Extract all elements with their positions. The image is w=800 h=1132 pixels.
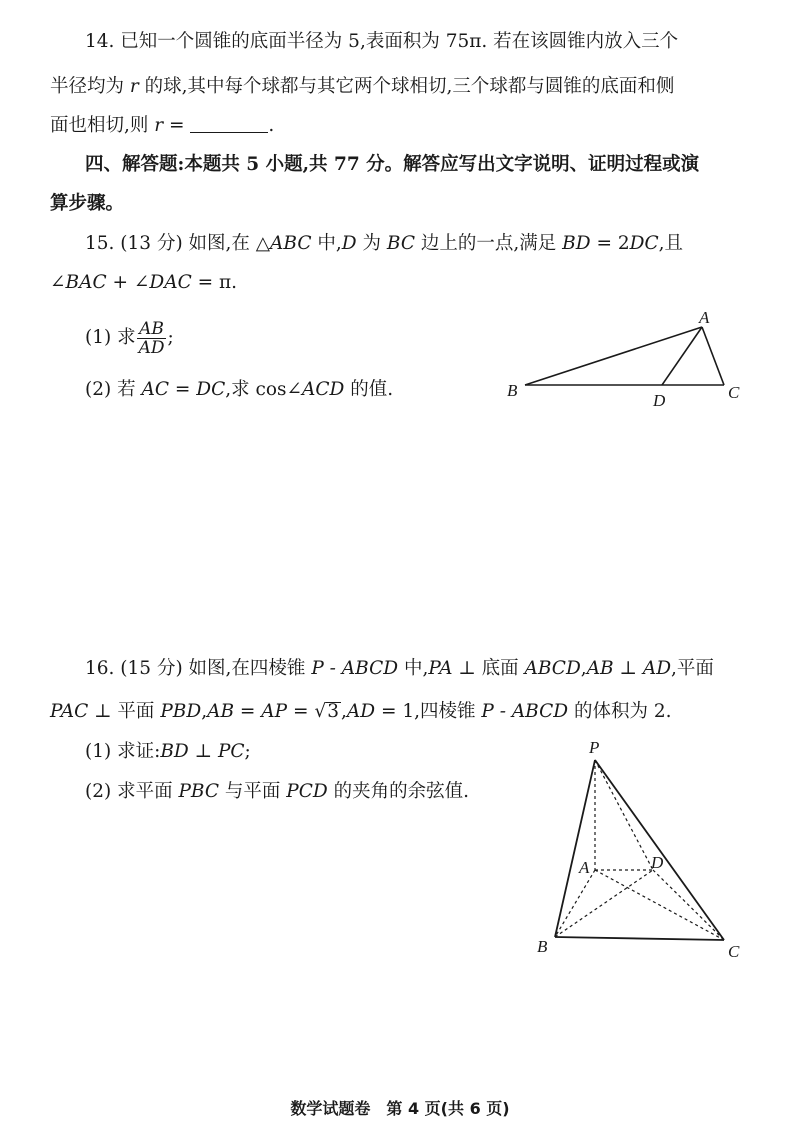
q14-line-2: 半径均为 r 的球,其中每个球都与其它两个球相切,三个球都与圆锥的底面和侧 <box>50 76 675 97</box>
q15-part-2: (2) 若 AC = DC,求 cos∠ACD 的值. <box>85 379 394 400</box>
edge-dc <box>653 870 724 940</box>
label-d: D <box>653 391 666 410</box>
label-d: D <box>651 853 664 872</box>
q15-part-1: (1) 求 $\frac{AB}{AD}$ ; <box>85 318 174 358</box>
section4-heading-line-1: 四、解答题:本题共 5 小题,共 77 分。解答应写出文字说明、证明过程或演 <box>85 154 700 175</box>
label-c: C <box>728 383 740 402</box>
edge-ab <box>555 870 595 937</box>
pyramid-pabcd-figure <box>525 735 755 965</box>
diagonal-bd <box>555 870 653 937</box>
triangle-abc-figure <box>495 305 755 415</box>
q14-line-1: 14. 已知一个圆锥的底面半径为 5,表面积为 75π. 若在该圆锥内放入三个 <box>85 31 679 52</box>
label-c: C <box>728 942 740 961</box>
q14-line-3: 面也相切,则 r = . <box>50 115 275 136</box>
answer-blank <box>190 116 268 133</box>
q16-line-1: 16. (15 分) 如图,在四棱锥 P - ABCD 中,PA ⊥ 底面 ABCD,AB ⊥ AD,平面 <box>85 658 714 679</box>
segment-ad <box>662 327 702 385</box>
label-p: P <box>589 738 600 757</box>
label-b: B <box>507 381 518 400</box>
q15-line-2: ∠BAC + ∠DAC = π. <box>50 272 238 293</box>
label-a: A <box>579 858 590 877</box>
edge-pc <box>595 760 724 940</box>
segment-ac <box>702 327 724 385</box>
diagonal-ac <box>595 870 724 940</box>
label-b: B <box>537 937 548 956</box>
edge-pd <box>595 760 653 870</box>
q16-part-2: (2) 求平面 PBC 与平面 PCD 的夹角的余弦值. <box>85 781 469 802</box>
fraction-ab-over-ad: $\frac{AB}{AD}$ <box>138 318 165 358</box>
q15-line-1: 15. (13 分) 如图,在 △ABC 中,D 为 BC 边上的一点,满足 BD = 2DC,且 <box>85 233 683 254</box>
section4-heading-line-2: 算步骤。 <box>50 193 125 214</box>
label-a: A <box>699 308 710 327</box>
q16-line-2: PAC ⊥ 平面 PBD,AB = AP = √3 ,AD = 1,四棱锥 P - ABCD 的体积为 2. <box>50 701 672 722</box>
edge-bc <box>555 937 724 940</box>
q16-part-1: (1) 求证:BD ⊥ PC; <box>85 741 251 762</box>
edge-pb <box>555 760 595 937</box>
page-footer: 数学试题卷 第 4 页(共 6 页) <box>290 1099 510 1118</box>
segment-ba <box>525 327 702 385</box>
